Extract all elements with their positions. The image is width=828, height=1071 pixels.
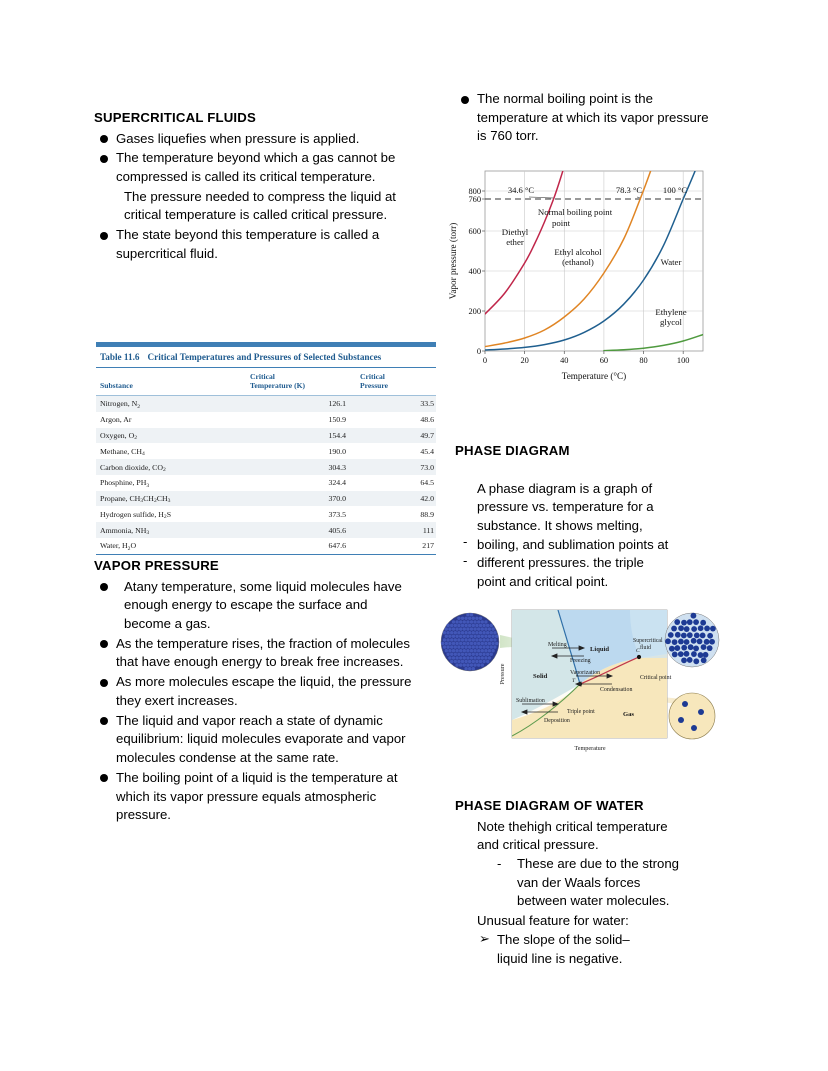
phase-diagram-line-2: pressure vs. temperature for a bbox=[477, 499, 654, 515]
vapor-pressure-section bbox=[94, 558, 414, 826]
list-item bbox=[94, 226, 419, 263]
phase-diagram-of-water-section bbox=[455, 798, 730, 968]
chart-y-tick-label: 600 bbox=[468, 227, 481, 236]
cell-substance: Phosphine, $PH_3$ bbox=[100, 478, 150, 489]
chart-x-tick-label: 100 bbox=[676, 356, 690, 365]
cell-substance: Methane, $CH_4$ bbox=[100, 446, 145, 458]
list-item-text: Atany temperature, some liquid molecules have enough energy to escape the surface and become a gas. bbox=[124, 578, 402, 631]
cell-critical-pressure: 48.6 bbox=[420, 415, 434, 425]
table-caption bbox=[96, 347, 436, 368]
water-sub-text-1: These are due to the strong bbox=[517, 855, 680, 871]
bullet-dot-icon bbox=[100, 135, 108, 143]
cell-substance: Hydrogen sulfide, $H_2S$ bbox=[100, 509, 172, 521]
cell-critical-temperature: 150.9 bbox=[328, 415, 346, 425]
chart-annotation-diethyl-bp: 34.6 °C bbox=[507, 185, 535, 195]
list-item-text: As the temperature rises, the fraction of molecules that have enough energy to break free increases. bbox=[116, 635, 410, 670]
dash-marker: - bbox=[497, 855, 502, 871]
phase-axis-y-title: Pressure bbox=[499, 663, 506, 685]
list-item bbox=[94, 188, 419, 225]
phase-label-deposition: Deposition bbox=[544, 718, 570, 724]
phase-label-supercritical-line1: Supercritical bbox=[633, 638, 663, 644]
table-number: Table 11.6 bbox=[100, 352, 140, 362]
phase-label-melting: Melting bbox=[548, 642, 567, 648]
vapor-pressure-list bbox=[94, 578, 414, 826]
water-sub-text-3: between water molecules. bbox=[517, 893, 670, 909]
cell-substance: Propane, $CH_3CH_2CH_3$ bbox=[100, 494, 171, 505]
cell-critical-temperature: 647.6 bbox=[328, 541, 346, 551]
table-row bbox=[96, 396, 436, 412]
table-header-row bbox=[96, 368, 436, 396]
phase-label-condensation: Condensation bbox=[600, 687, 633, 693]
list-item bbox=[94, 673, 414, 710]
chart-y-tick-label: 0 bbox=[476, 347, 481, 356]
water-sub-dash-line1 bbox=[455, 855, 730, 874]
cell-substance: Nitrogen, $N_2$ bbox=[100, 399, 141, 410]
list-item-text: As more molecules escape the liquid, the pressure they exert increases. bbox=[116, 674, 412, 708]
solid-inset bbox=[441, 613, 499, 671]
cell-critical-pressure: 33.5 bbox=[420, 399, 434, 409]
table-row bbox=[96, 522, 436, 538]
phase-axis-x-title: Temperature bbox=[574, 745, 606, 752]
phase-label-point-c: C bbox=[636, 648, 640, 654]
table-bottom-rule bbox=[96, 554, 436, 555]
table-row bbox=[96, 428, 436, 444]
cell-critical-temperature: 304.3 bbox=[328, 462, 346, 472]
chart-series-label-ethylene-glycol-line2: glycol bbox=[660, 317, 682, 327]
chart-normal-boiling-label-line1: Normal boiling point bbox=[537, 207, 613, 217]
water-sub-text-2: van der Waals forces bbox=[517, 874, 641, 890]
table-row bbox=[96, 538, 436, 554]
chart-x-axis-title: Temperature (°C) bbox=[561, 371, 627, 381]
column-header-line2: Pressure bbox=[360, 381, 388, 390]
cell-substance: Argon, Ar bbox=[100, 415, 132, 425]
cell-critical-pressure: 73.0 bbox=[420, 462, 434, 472]
phase-label-liquid: Liquid bbox=[590, 646, 610, 653]
chart-y-tick-label: 800 bbox=[468, 187, 481, 196]
list-item-text: The temperature beyond which a gas cannot be compressed is called its critical temperature. bbox=[116, 150, 396, 184]
column-header-line1: Critical bbox=[360, 372, 385, 381]
gas-inset bbox=[669, 693, 715, 739]
table-row bbox=[96, 459, 436, 475]
column-header-line1: Critical bbox=[250, 372, 275, 381]
chart-y-axis-title: Vapor pressure (torr) bbox=[448, 222, 458, 300]
bullet-dot-icon bbox=[100, 679, 108, 687]
chart-x-tick-label: 40 bbox=[560, 356, 569, 365]
phase-label-vaporization: Vaporization bbox=[570, 670, 601, 676]
cell-substance: Water, $H_2O$ bbox=[100, 541, 137, 552]
phase-diagram-figure bbox=[440, 600, 720, 760]
phase-diagram-bullet bbox=[455, 480, 723, 592]
cell-critical-pressure: 88.9 bbox=[420, 509, 434, 519]
cell-critical-pressure: 64.5 bbox=[420, 478, 434, 488]
chart-x-tick-label: 0 bbox=[482, 356, 488, 365]
water-bullet-1-line1: Note thehigh critical temperature bbox=[477, 818, 668, 834]
critical-constants-table-figure bbox=[96, 342, 434, 555]
water-bullet-2-text: Unusual feature for water: bbox=[477, 913, 629, 929]
bullet-dot-icon bbox=[100, 232, 108, 240]
supercritical-fluids-list bbox=[94, 130, 419, 264]
phase-diagram-illustration bbox=[440, 600, 720, 760]
cell-critical-temperature: 126.1 bbox=[328, 399, 346, 409]
list-item-text: The normal boiling point is the temperature at which its vapor pressure is 760 torr. bbox=[477, 91, 709, 144]
cell-critical-temperature: 373.5 bbox=[328, 509, 346, 519]
list-item bbox=[94, 712, 414, 768]
liquid-inset bbox=[665, 613, 719, 667]
right-column-top bbox=[455, 90, 717, 147]
cell-critical-pressure: 42.0 bbox=[420, 494, 434, 504]
cell-critical-pressure: 45.4 bbox=[420, 446, 434, 456]
chart-series-label-diethyl-ether-line2: ether bbox=[506, 237, 524, 247]
chart-y-tick-label: 400 bbox=[468, 267, 481, 276]
cell-critical-pressure: 217 bbox=[422, 541, 434, 551]
critical-constants-table bbox=[96, 368, 436, 554]
chart-x-tick-label: 20 bbox=[520, 356, 529, 365]
phase-diagram-line-5: different pressures. the triple bbox=[477, 555, 644, 571]
bullet-dot-icon bbox=[100, 717, 108, 725]
table-body bbox=[96, 396, 436, 554]
phase-label-solid: Solid bbox=[533, 673, 548, 680]
cell-critical-pressure: 111 bbox=[422, 525, 434, 535]
chart-normal-boiling-label-line2: point bbox=[551, 218, 571, 228]
chart-series-label-ethylene-glycol: Ethylene bbox=[655, 307, 687, 317]
phase-diagram-line-1: A phase diagram is a graph of bbox=[477, 480, 653, 496]
left-column bbox=[94, 110, 419, 265]
bullet-dot-icon bbox=[100, 583, 108, 591]
phase-label-supercritical-line2: fluid bbox=[640, 645, 651, 651]
cell-substance: Ammonia, $NH_3$ bbox=[100, 525, 150, 536]
list-item-text: The state beyond this temperature is called a supercritical fluid. bbox=[116, 227, 380, 261]
cell-substance: Carbon dioxide, $CO_2$ bbox=[100, 462, 166, 473]
table-row bbox=[96, 443, 436, 459]
bullet-dot-icon bbox=[100, 155, 108, 163]
list-item-text: The boiling point of a liquid is the temperature at which its vapor pressure equals atmospheric pressure. bbox=[116, 769, 398, 823]
stray-dash-marker-2: - bbox=[463, 552, 468, 568]
cell-critical-temperature: 324.4 bbox=[328, 478, 346, 488]
table-row bbox=[96, 491, 436, 507]
phase-diagram-section bbox=[455, 443, 723, 592]
bullet-dot-icon bbox=[461, 96, 469, 104]
water-arrow-text-1: The slope of the solid– bbox=[497, 931, 630, 947]
cell-critical-pressure: 49.7 bbox=[420, 430, 434, 440]
phase-label-critical-point: Critical point bbox=[640, 675, 672, 681]
column-header-line2: Temperature (K) bbox=[250, 381, 306, 390]
phase-diagram-line-6: point and critical point. bbox=[477, 574, 609, 590]
chart-series-label-water: Water bbox=[660, 257, 682, 267]
phase-label-triple-point: Triple point bbox=[567, 709, 595, 715]
bullet-dot-icon bbox=[100, 640, 108, 648]
cell-critical-temperature: 405.6 bbox=[328, 525, 346, 535]
chart-annotation-ethanol-bp: 78.3 °C bbox=[615, 185, 643, 195]
column-header-pressure bbox=[356, 368, 436, 396]
bullet-dot-icon bbox=[100, 774, 108, 782]
list-item-text: The liquid and vapor reach a state of dynamic equilibrium: liquid molecules evaporate and vapor molecules condense at the same rate. bbox=[116, 712, 406, 766]
phase-diagram-line-4: boiling, and sublimation points at bbox=[477, 536, 669, 552]
phase-label-point-t: T bbox=[572, 678, 576, 684]
cell-critical-temperature: 370.0 bbox=[328, 494, 346, 504]
chart-y-tick-label: 200 bbox=[468, 307, 481, 316]
list-item-text: Gases liquefies when pressure is applied. bbox=[116, 130, 360, 146]
phase-label-freezing: Freezing bbox=[570, 658, 591, 664]
table-row bbox=[96, 475, 436, 491]
cell-critical-temperature: 154.4 bbox=[328, 430, 346, 440]
vapor-pressure-chart-figure bbox=[443, 163, 711, 393]
cell-substance: Oxygen, $O_2$ bbox=[100, 430, 138, 442]
phase-label-gas: Gas bbox=[623, 711, 634, 718]
column-header-substance bbox=[96, 368, 246, 396]
column-header-temperature bbox=[246, 368, 356, 396]
list-item bbox=[94, 578, 414, 634]
chart-x-tick-label: 60 bbox=[599, 356, 609, 365]
chart-series-label-diethyl-ether: Diethyl bbox=[501, 227, 529, 237]
list-item bbox=[455, 90, 717, 146]
chart-annotation-water-bp: 100 °C bbox=[662, 185, 688, 195]
chart-x-tick-label: 80 bbox=[639, 356, 648, 365]
supercritical-fluids-heading: SUPERCRITICAL FLUIDS bbox=[94, 110, 257, 125]
chart-y-tick-label: 760 bbox=[468, 195, 481, 204]
boiling-point-note-list bbox=[455, 90, 717, 146]
table-row bbox=[96, 412, 436, 428]
phase-diagram-of-water-heading: PHASE DIAGRAM OF WATER bbox=[455, 798, 644, 813]
chart-series-label-ethanol-line2: (ethanol) bbox=[562, 257, 594, 267]
list-item bbox=[94, 130, 419, 149]
column-header-text: Substance bbox=[100, 381, 133, 390]
list-item bbox=[94, 149, 419, 186]
water-bullet-1-line2: and critical pressure. bbox=[477, 837, 599, 853]
vapor-pressure-heading: VAPOR PRESSURE bbox=[94, 558, 219, 573]
table-title: Critical Temperatures and Pressures of Selected Substances bbox=[147, 352, 382, 362]
critical-point-marker bbox=[637, 655, 641, 659]
list-item bbox=[94, 635, 414, 672]
list-item-text: The pressure needed to compress the liquid at critical temperature is called critical pressure. bbox=[124, 188, 396, 223]
stray-dash-marker-1: - bbox=[463, 533, 468, 549]
chart-series-label-ethanol: Ethyl alcohol bbox=[554, 247, 602, 257]
list-item bbox=[94, 769, 414, 825]
table-row bbox=[96, 506, 436, 522]
phase-diagram-heading: PHASE DIAGRAM bbox=[455, 443, 570, 458]
water-arrow-text-2: liquid line is negative. bbox=[497, 950, 623, 966]
water-bullet-1 bbox=[455, 818, 730, 855]
water-bullet-2 bbox=[455, 912, 730, 931]
vapor-pressure-chart bbox=[443, 163, 711, 393]
phase-diagram-line-3: substance. It shows melting, bbox=[477, 517, 643, 533]
arrow-bullet-icon: ➢ bbox=[479, 930, 490, 946]
cell-critical-temperature: 190.0 bbox=[328, 446, 346, 456]
water-arrow-line1 bbox=[455, 931, 730, 950]
phase-label-sublimation: Sublimation bbox=[516, 698, 545, 704]
